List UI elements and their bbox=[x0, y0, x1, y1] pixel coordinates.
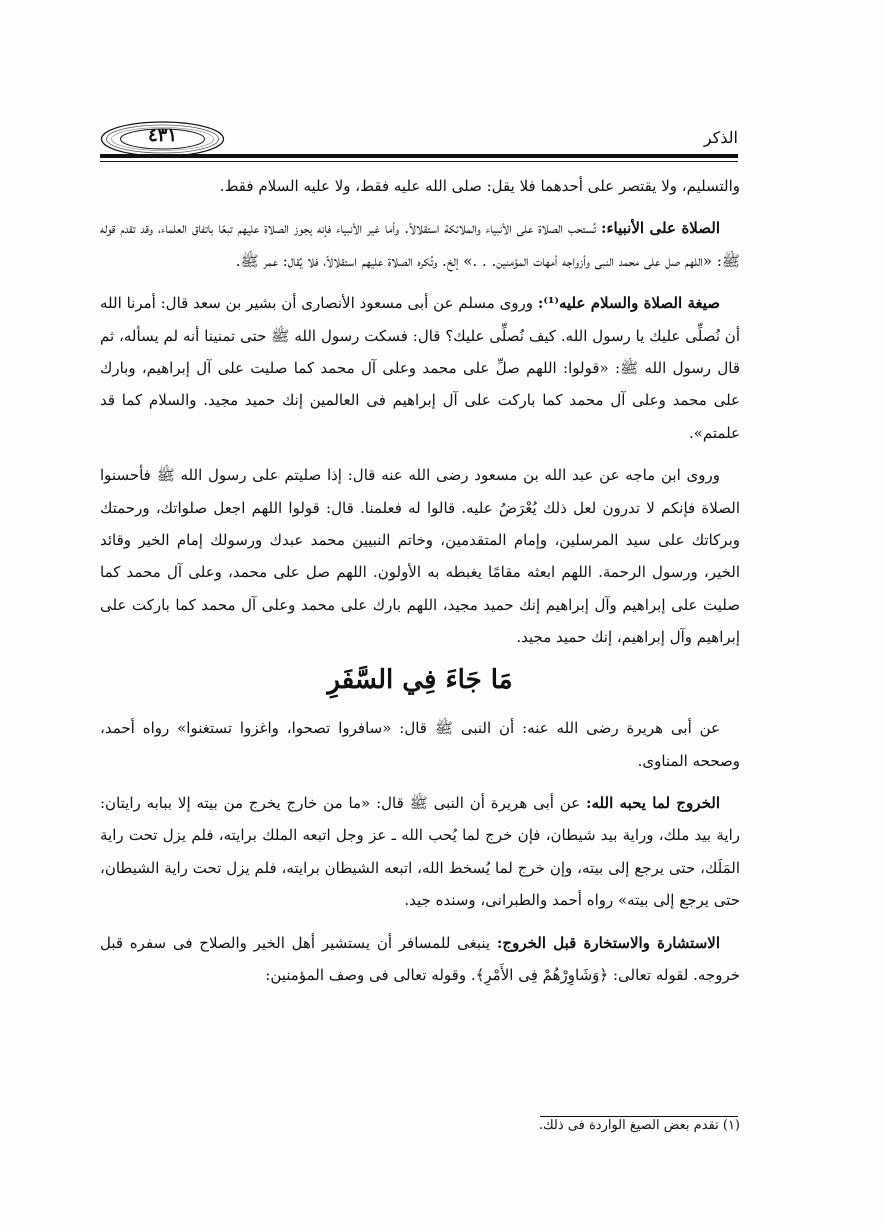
page-number-badge bbox=[100, 120, 225, 158]
page-body bbox=[100, 170, 740, 1001]
paragraph-heading: صيغة الصلاة والسلام عليه⁽¹⁾: bbox=[537, 294, 720, 313]
paragraph-heading: الاستشارة والاستخارة قبل الخروج: bbox=[496, 933, 721, 952]
page-number: ٤٣١ bbox=[147, 125, 177, 146]
paragraph-1 bbox=[100, 170, 740, 202]
paragraph-7 bbox=[100, 927, 740, 992]
paragraph-heading: الصلاة على الأنبياء: bbox=[600, 219, 720, 238]
paragraph-text: وروى مسلم عن أبى مسعود الأنصارى أن بشير بن سعد قال: أمرنا الله أن نُصلِّى عليك يا رسول الله. كيف نُصلِّى عليك؟ قال: فسكت رسول الله ﷺ حتى تمنينا أنه لم يسأله، ثم قال رسول الله ﷺ: «قولوا: اللهم صلِّ على محمد وعلى آل محمد كما صليت على آل إبراهيم، وبارك على محمد وعلى آل محمد كما باركت على آل إبراهيم فى العالمين إنك حميد مجيد. والسلام كما قد علمتم». bbox=[100, 294, 740, 442]
paragraph-text: تُستحب الصلاة على الأنبياء والملائكة استقلالاً. وأما غير الأنبياء فإنه يجوز الصلاة عليهم تبعًا باتفاق العلماء، وقد تقدم قوله ﷺ: «اللهم صل على محمد النبى وأزواجه أمهات المؤمنين. . .» إلخ. وتُكره الصلاة عليهم استقلالاً، فلا يُقال: عمر ﷺ. bbox=[100, 219, 740, 270]
footnote-rule bbox=[540, 1116, 738, 1117]
header-title: الذكر bbox=[703, 128, 738, 147]
footnote: (١) تقدم بعض الصيغ الواردة فى ذلك. bbox=[538, 1118, 740, 1133]
paragraph-text: عن أبى هريرة رضى الله عنه: أن النبى ﷺ قال: «سافروا تصحوا، واغزوا تستغنوا» رواه أحمد، وصححه المناوى. bbox=[100, 719, 740, 770]
paragraph-4 bbox=[100, 459, 740, 653]
paragraph-2 bbox=[100, 212, 740, 277]
paragraph-3 bbox=[100, 287, 740, 449]
paragraph-text: ينبغى للمسافر أن يستشير أهل الخير والصلاح فى سفره قبل خروجه. لقوله تعالى: ﴿وَشَاوِرْهُمْ فِى الأَمْرِ﴾. وقوله تعالى فى وصف المؤمنين: bbox=[100, 933, 740, 984]
paragraph-text: عن أبى هريرة أن النبى ﷺ قال: «ما من خارج يخرج من بيته إلا ببابه رايتان: راية بيد ملك، وراية بيد شيطان، فإن خرج لما يُحب الله ـ عز وجل اتبعه الملك برايته، فلم يزل تحت راية المَلَك، حتى يرجع إلى بيته، وإن خرج لما يُسخط الله، اتبعه الشيطان برايته، فلم يزل تحت راية الشيطان، حتى يرجع إلى بيته» رواه أحمد والطبرانى، وسنده جيد. bbox=[100, 793, 740, 910]
paragraph-5 bbox=[100, 712, 740, 777]
paragraph-text: وروى ابن ماجه عن عبد الله بن مسعود رضى الله عنه قال: إذا صليتم على رسول الله ﷺ فأحسنوا الصلاة فإنكم لا تدرون لعل ذلك يُعْرَضُ عليه. قالوا له فعلمنا. قال: قولوا اللهم اجعل صلواتك، ورحمتك وبركاتك على سيد المرسلين، وإمام المتقدمين، وخاتم النبيين محمد عبدك ورسولك إمام الخير وقائد الخير، ورسول الرحمة. اللهم ابعثه مقامًا يغبطه به الأولون. اللهم صل على محمد، وعلى آل محمد كما صليت على إبراهيم وآل إبراهيم إنك حميد مجيد، اللهم بارك على محمد وعلى آل محمد كما باركت على إبراهيم وآل إبراهيم، إنك حميد مجيد. bbox=[100, 466, 740, 647]
section-title: مَا جَاءَ فِي السَّفَرِ bbox=[327, 664, 513, 695]
paragraph-heading: الخروج لما يحبه الله: bbox=[585, 793, 720, 812]
header-rule-thin bbox=[100, 161, 738, 162]
header-rule-thick bbox=[100, 154, 738, 158]
paragraph-6 bbox=[100, 787, 740, 917]
paragraph-text: والتسليم، ولا يقتصر على أحدهما فلا يقل: صلى الله عليه فقط، ولا عليه السلام فقط. bbox=[219, 177, 740, 195]
